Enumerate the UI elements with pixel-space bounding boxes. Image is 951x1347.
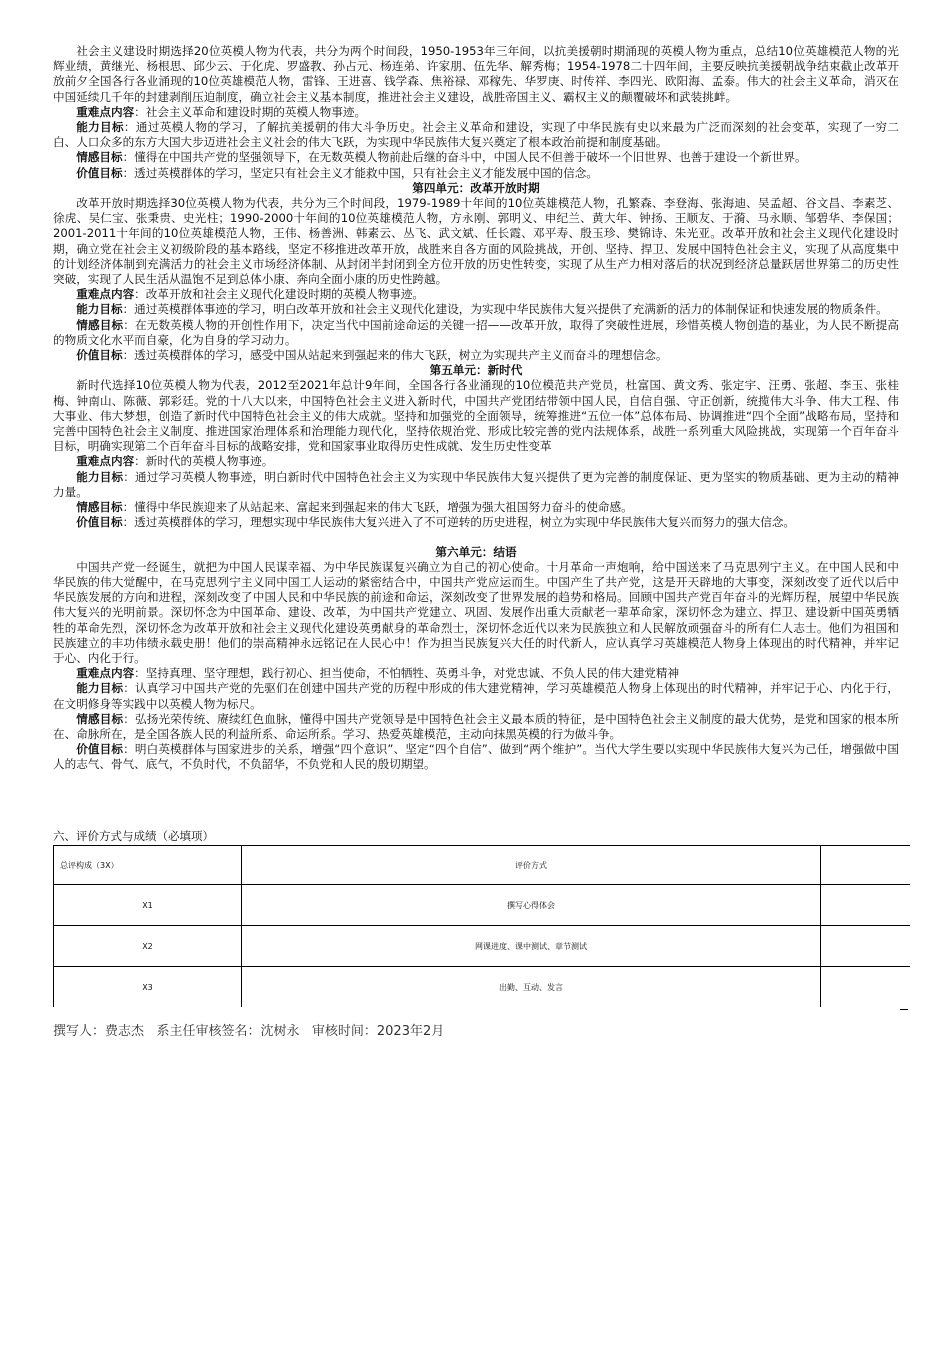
key-label: 重难点内容 — [76, 666, 135, 681]
emotion-label: 情感目标 — [76, 500, 123, 515]
key-text: ：新时代的英模人物事迹。 — [134, 454, 274, 469]
section-gap — [53, 531, 899, 545]
unit4-value — [53, 348, 899, 363]
table-row — [54, 885, 910, 926]
ability-text: ：认真学习中国共产党的先驱们在创建中国共产党的历程中形成的伟大建党精神，学习英雄模范人物身上体现出的时代精神，并牢记于心、内化于行，在文明修身等实践中以英模人物为标尺。 — [53, 681, 899, 711]
ability-label: 能力目标 — [76, 469, 124, 484]
unit5-key — [53, 454, 899, 469]
unit6-emotion — [53, 712, 899, 742]
unit4-intro: 改革开放时期选择30位英模人物为代表，共分为三个时间段，1979-1989十年间的10位英雄模范人物，孔繁森、李登海、张海迪、吴孟超、谷文昌、李素芝、徐虎、吴仁宝、张秉贵、史光柱；1990-2000十年间的10位英雄模范人物，方永刚、郭明义、申纪兰、黄大年、钟扬、王顺友、于漪、马永顺、邹碧华、李保国；2001-2011十年间的10位英雄模范人物，王伟、杨善洲、韩素云、丛飞、武文斌、任长霞、邓平寿、殷玉珍、樊锦诗、朱光亚。改革开放和社会主义现代化建设时期，确立党在社会主义初级阶段的基本路线，坚定不移推进改革开放，战胜来自各方面的风险挑战，开创、坚持、捍卫、发展中国特色社会主义，实现了从高度集中的计划经济体制到充满活力的社会主义市场经济体制、从封闭半封闭到全方位开放的历史性转变，实现了从生产力相对落后的状况到经济总量跃居世界第二的历史性突破，实现了人民生活从温饱不足到总体小康、奔向全面小康的历史性跨越。 — [53, 196, 899, 287]
table-row — [54, 967, 910, 1008]
unit5-ability — [53, 470, 899, 500]
table-header-row — [54, 846, 910, 885]
row-code: X3 — [54, 967, 242, 1008]
value-text: ：明白英模群体与国家进步的关系，增强“四个意识”、坚定“四个自信”、做到“两个维护”。当代大学生要以实现中华民族伟大复兴为己任，增强做中国人的志气、骨气、底气，不负时代，不负韶华，不负党和人民的殷切期望。 — [53, 742, 899, 772]
value-label: 价值目标 — [76, 165, 123, 180]
unit5-value — [53, 515, 899, 530]
unit6-ability — [53, 681, 899, 711]
key-text: ：改革开放和社会主义现代化建设时期的英模人物事迹。 — [134, 287, 425, 302]
key-label: 重难点内容 — [76, 454, 135, 469]
table-edge-mark — [900, 1009, 908, 1010]
value-text: ：透过英模群体的学习，感受中国从站起来到强起来的伟大飞跃，树立为实现共产主义而奋斗的理想信念。 — [122, 348, 668, 363]
ability-label: 能力目标 — [76, 120, 124, 135]
table-row — [54, 926, 910, 967]
emotion-label: 情感目标 — [76, 711, 124, 726]
ability-text: ：通过英模群体事迹的学习，明白改革开放和社会主义现代化建设，为实现中华民族伟大复兴提供了充满新的活力的体制保证和快速发展的物质条件。 — [122, 302, 888, 317]
row-code: X1 — [54, 885, 242, 926]
unit6-title: 第六单元：结语 — [435, 544, 517, 559]
unit3-ability — [53, 120, 899, 150]
document-body — [53, 44, 899, 773]
unit5-intro: 新时代选择10位英模人物为代表，2012至2021年总计9年间，全国各行各业涌现的10位模范共产党员，杜富国、黄文秀、张定宇、汪勇、张超、李玉、张桂梅、钟南山、陈薇、郭彩廷。党的十八大以来，中国特色社会主义进入新时代，中国共产党团结带领中国人民，自信自强、守正创新，统揽伟大斗争、伟大工程、伟大事业、伟大梦想，创造了新时代中国特色社会主义的伟大成就。坚持和加强党的全面领导，统筹推进“五位一体”总体布局、协调推进“四个全面”战略布局，坚持和完善中国特色社会主义制度、推进国家治理体系和治理能力现代化，坚持依规治党、形成比较完善的党内法规体系，战胜一系列重大风险挑战，实现第一个百年奋斗目标，明确实现第二个百年奋斗目标的战略安排，党和国家事业取得历史性成就、发生历史性变革 — [53, 378, 899, 454]
row-method: 网课进度、课中测试、章节测试 — [242, 926, 821, 967]
evaluation-table — [53, 845, 910, 1007]
key-text: ：坚持真理、坚守理想，践行初心、担当使命，不怕牺牲、英勇斗争，对党忠诚、不负人民的伟大建党精神 — [134, 666, 680, 681]
unit3-intro: 社会主义建设时期选择20位英模人物为代表，共分为两个时间段，1950-1953年三年间，以抗美援朝时期涌现的英模人物为重点，总结10位英雄模范人物的光辉业绩，黄继光、杨根思、邱少云、于化虎、罗盛教、孙占元、杨连弟、许家朋、伍先华、解秀梅；1954-1978二十四年间，主要反映抗美援朝战争结束截止改革开放前夕全国各行各业涌现的10位英雄模范人物，雷锋、王进喜、钱学森、焦裕禄、邓稼先、华罗庚、时传祥、李四光、欧阳海、孟泰。伟大的社会主义革命，消灭在中国延续几千年的封建剥削压迫制度，确立社会主义基本制度，推进社会主义建设，战胜帝国主义、霸权主义的颠覆破坏和武装挑衅。 — [53, 44, 899, 104]
author-label: 撰写人： — [53, 1024, 106, 1039]
unit3-emotion — [53, 150, 899, 165]
emotion-text: ：懂得中华民族迎来了从站起来、富起来到强起来的伟大飞跃，增强为强大祖国努力奋斗的使命感。 — [122, 500, 633, 515]
key-text: ：社会主义革命和建设时期的英模人物事迹。 — [134, 104, 367, 119]
header-blank — [821, 846, 910, 885]
unit6-key — [53, 666, 899, 681]
review-time: 2023年2月 — [376, 1024, 445, 1039]
row-method: 出勤、互动、发言 — [242, 967, 821, 1008]
unit4-ability — [53, 302, 899, 317]
review-time-label: 审核时间： — [311, 1024, 377, 1039]
ability-text: ：通过英模人物的学习，了解抗美援朝的伟大斗争历史。社会主义革命和建设，实现了中华民族有史以来最为广泛而深刻的社会变革，实现了一穷二白、人口众多的东方大国大步迈进社会主义社会的伟大飞跃，为实现中华民族伟大复兴奠定了根本政治前提和制度基础。 — [53, 120, 899, 150]
value-text: ：透过英模群体的学习，理想实现中华民族伟大复兴进入了不可逆转的历史进程，树立为实现中华民族伟大复兴而努力的强大信念。 — [122, 515, 796, 530]
unit3-key — [53, 105, 899, 120]
header-method: 评价方式 — [242, 846, 821, 885]
unit3-value — [53, 166, 899, 181]
evaluation-section-title: 六、评价方式与成绩（必填项） — [53, 829, 214, 843]
emotion-label: 情感目标 — [76, 150, 123, 165]
reviewer-label: 系主任审核签名： — [156, 1024, 261, 1039]
emotion-text: ：弘扬光荣传统、赓续红色血脉，懂得中国共产党领导是中国特色社会主义最本质的特征，是中国特色社会主义制度的最大优势，是党和国家的根本所在、命脉所在，是全国各族人民的利益所系、命运所系。学习、热爱英雄模范，主动向抹黑英模的行为做斗争。 — [53, 711, 899, 741]
emotion-label: 情感目标 — [76, 317, 124, 332]
header-composition: 总评构成（3X） — [54, 846, 242, 885]
value-label: 价值目标 — [76, 742, 124, 757]
signature-footer — [53, 1024, 444, 1040]
key-label: 重难点内容 — [76, 287, 135, 302]
value-label: 价值目标 — [76, 348, 123, 363]
row-code: X2 — [54, 926, 242, 967]
ability-label: 能力目标 — [76, 302, 123, 317]
unit6-value — [53, 742, 899, 772]
unit5-emotion — [53, 500, 899, 515]
author-name: 费志杰 — [105, 1024, 145, 1039]
row-method: 撰写心得体会 — [242, 885, 821, 926]
unit4-key — [53, 287, 899, 302]
unit4-title: 第四单元：改革开放时期 — [412, 180, 540, 195]
unit5-title: 第五单元：新时代 — [429, 363, 523, 378]
emotion-text: ：在无数英模人物的开创性作用下，决定当代中国前途命运的关键一招——改革开放，取得了突破性进展，珍惜英模人物创造的基业，为人民不断提高的物质文化水平而自豪，化为自身的学习动力。 — [53, 317, 899, 347]
emotion-text: ：懂得在中国共产党的坚强领导下，在无数英模人物前赴后继的奋斗中，中国人民不但善于破坏一个旧世界、也善于建设一个新世界。 — [122, 150, 807, 165]
row-blank — [821, 926, 910, 967]
value-label: 价值目标 — [76, 515, 123, 530]
value-text: ：透过英模群体的学习，坚定只有社会主义才能救中国，只有社会主义才能发展中国的信念。 — [122, 165, 598, 180]
ability-text: ：通过学习英模人物事迹，明白新时代中国特色社会主义为实现中华民族伟大复兴提供了更为完善的制度保证、更为坚实的物质基础、更为主动的精神力量。 — [53, 469, 899, 499]
key-label: 重难点内容 — [76, 104, 135, 119]
unit6-intro: 中国共产党一经诞生，就把为中国人民谋幸福、为中华民族谋复兴确立为自己的初心使命。十月革命一声炮响，给中国送来了马克思列宁主义。在中国人民和中华民族的伟大觉醒中，在马克思列宁主义同中国工人运动的紧密结合中，中国共产党应运而生。中国产生了共产党，这是开天辟地的大事变，深刻改变了近代以后中华民族发展的方向和进程，深刻改变了中国人民和中华民族的前途和命运，深刻改变了世界发展的趋势和格局。回顾中国共产党百年奋斗的光辉历程，展望中华民族伟大复兴的光明前景。深切怀念为中国革命、建设、改革，为中国共产党建立、巩固、发展作出重大贡献老一辈革命家，深切怀念为建立、捍卫、建设新中国英勇牺牲的革命先烈，深切怀念为改革开放和社会主义现代化建设英勇献身的革命烈士，深切怀念近代以来为民族独立和人民解放顽强奋斗的所有仁人志士。他们为祖国和民族建立的丰功伟绩永载史册！他们的崇高精神永远铭记在人民心中！作为担当民族复兴大任的时代新人，应认真学习英雄模范人物身上体现出的时代精神，并牢记于心、内化于行。 — [53, 559, 899, 665]
ability-label: 能力目标 — [76, 681, 124, 696]
reviewer-name: 沈树永 — [260, 1024, 300, 1039]
row-blank — [821, 885, 910, 926]
unit4-emotion — [53, 318, 899, 348]
row-blank — [821, 967, 910, 1008]
